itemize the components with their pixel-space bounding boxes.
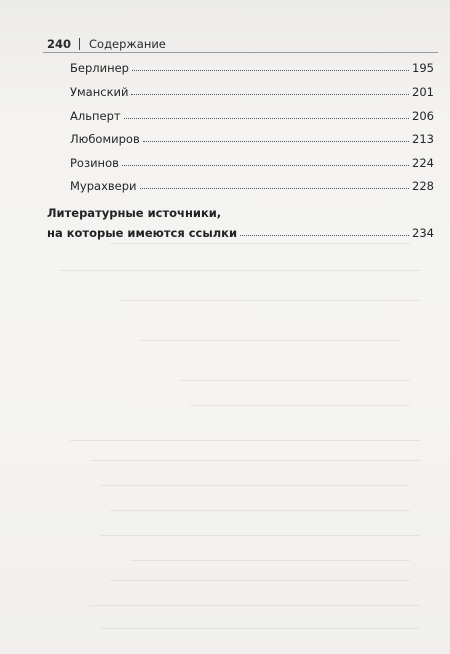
toc-entry-page: 228	[412, 179, 434, 193]
toc-entry	[70, 175, 434, 193]
toc-entry-name: Любомиров	[70, 132, 140, 146]
leader-dots	[124, 117, 409, 119]
toc-entry-page: 213	[412, 132, 434, 146]
toc-entry-name: Берлинер	[70, 61, 129, 75]
section-title: Содержание	[89, 37, 166, 51]
toc-entry-name: Уманский	[70, 85, 129, 99]
header-separator	[79, 38, 80, 50]
toc-entry-name: Мурахвери	[70, 179, 137, 193]
toc-entry-literature	[47, 204, 434, 240]
literature-title-line1: Литературные источники,	[47, 206, 222, 220]
leader-dots	[131, 93, 409, 95]
toc-entry	[70, 57, 434, 75]
literature-page: 234	[412, 226, 434, 240]
toc-entry-page: 201	[412, 85, 434, 99]
leader-dots	[140, 187, 410, 189]
toc-entry	[70, 152, 434, 170]
toc-entry-page: 224	[412, 156, 434, 170]
running-header	[47, 36, 166, 52]
toc-entry	[70, 128, 434, 146]
leader-dots	[240, 234, 409, 236]
toc-entry-page: 206	[412, 109, 434, 123]
toc-entry-name: Розинов	[70, 156, 119, 170]
header-rule	[43, 52, 438, 53]
toc-entry	[70, 81, 434, 99]
toc-entry-name: Альперт	[70, 109, 121, 123]
toc-entry	[70, 105, 434, 123]
leader-dots	[122, 164, 409, 166]
literature-title-line2-row	[47, 222, 434, 240]
page-number: 240	[47, 37, 72, 51]
leader-dots	[132, 69, 409, 71]
leader-dots	[143, 140, 409, 142]
toc-entry-page: 195	[412, 61, 434, 75]
literature-title-line2: на которые имеются ссылки	[47, 226, 238, 240]
